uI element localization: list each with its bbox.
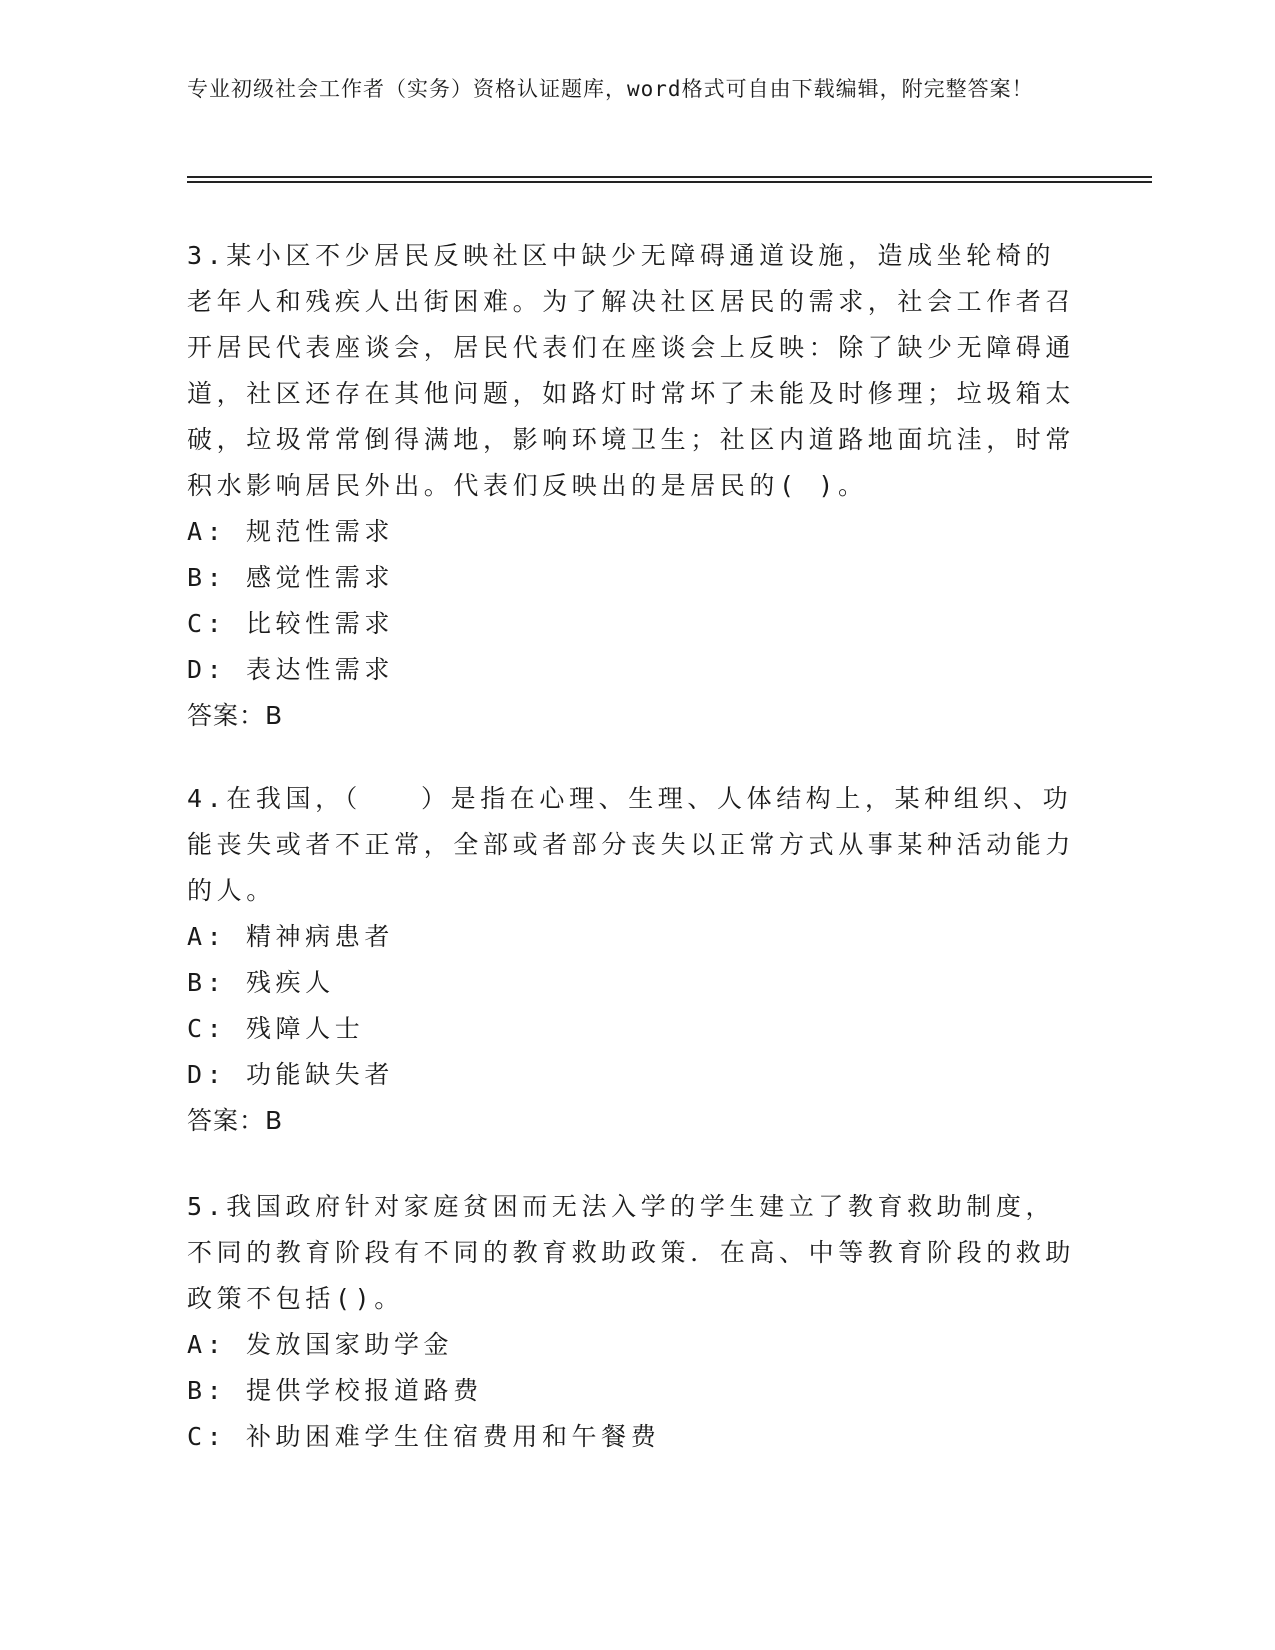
answer-line: 答案：B	[187, 701, 284, 730]
question-text: 5.我国政府针对家庭贫困而无法入学的学生建立了教育救助制度，不同的教育阶段有不同的教育救助政策．在高、中等教育阶段的救助政策不包括()。	[187, 1192, 1076, 1313]
answer-line: 答案：B	[187, 1106, 284, 1135]
header-divider-top	[187, 176, 1152, 178]
option-b: B: 残疾人	[187, 968, 335, 997]
option-a: A: 发放国家助学金	[187, 1330, 454, 1359]
question-4	[187, 776, 1077, 1144]
page-header: 专业初级社会工作者（实务）资格认证题库，word格式可自由下载编辑，附完整答案！	[187, 77, 1034, 101]
option-c: C: 残障人士	[187, 1014, 365, 1043]
option-d: D: 功能缺失者	[187, 1060, 394, 1089]
question-5	[187, 1184, 1077, 1460]
option-c: C: 比较性需求	[187, 609, 394, 638]
option-a: A: 精神病患者	[187, 922, 394, 951]
option-b: B: 提供学校报道路费	[187, 1376, 483, 1405]
question-3	[187, 233, 1077, 739]
question-text: 4.在我国，（ ）是指在心理、生理、人体结构上，某种组织、功能丧失或者不正常，全部或者部分丧失以正常方式从事某种活动能力的人。	[187, 784, 1076, 905]
option-d: D: 表达性需求	[187, 655, 394, 684]
option-c: C: 补助困难学生住宿费用和午餐费	[187, 1422, 661, 1451]
header-divider-bottom	[187, 181, 1152, 183]
option-a: A: 规范性需求	[187, 517, 394, 546]
question-text: 3.某小区不少居民反映社区中缺少无障碍通道设施，造成坐轮椅的老年人和残疾人出街困难。为了解决社区居民的需求，社会工作者召开居民代表座谈会，居民代表们在座谈会上反映：除了缺少无障碍通道，社区还存在其他问题，如路灯时常坏了未能及时修理；垃圾箱太破，垃圾常常倒得满地，影响环境卫生；社区内道路地面坑洼，时常积水影响居民外出。代表们反映出的是居民的( )。	[187, 241, 1076, 500]
option-b: B: 感觉性需求	[187, 563, 394, 592]
